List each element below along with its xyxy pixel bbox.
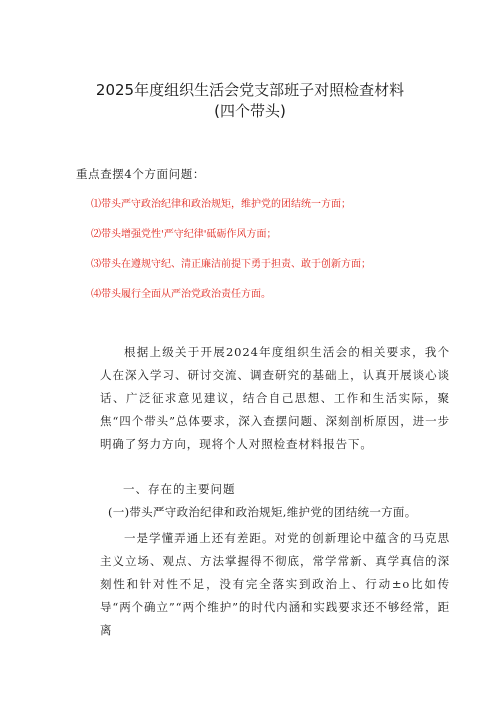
focus-item-2: ⑵带头增强党性'严守纪律'砥砺作风方面；	[91, 229, 277, 240]
focus-item-1: ⑴带头严守政治纪律和政治规矩，维护党的团结统一方面；	[91, 199, 351, 210]
document-subtitle: (四个带头)	[214, 102, 286, 120]
focus-item-3: ⑶带头在遵规守纪、清正廉洁前提下勇于担责、敢于创新方面；	[91, 259, 371, 270]
body-paragraph: 一是学懂弄通上还有差距。对党的创新理论中蕴含的马克思主义立场、观点、方法掌握得不彻底，常学常新、真学真信的深刻性和针对性不足，没有完全落实到政治上、行动±o比如传导“两个确立”“两个维护”的时代内涵和实践要求还不够经常，距离	[100, 531, 450, 637]
focus-list	[91, 190, 371, 310]
focus-intro: 重点查摆4个方面问题：	[76, 167, 205, 181]
document-title: 2025年度组织生活会党支部班子对照检查材料	[95, 81, 405, 99]
section-heading: 一、存在的主要问题	[123, 482, 236, 496]
intro-paragraph: 根据上级关于开展2024年度组织生活会的相关要求，我个人在深入学习、研讨交流、调查研究的基础上，认真开展谈心谈话、广泛征求意见建议，结合自己思想、工作和生活实际，聚焦“四个带头”总体要求，深入查摆问题、深刻剖析原因，进一步明确了努力方向，现将个人对照检查材料报告下。	[100, 345, 450, 451]
subsection-heading: (一)带头严守政治纪律和政治规矩,维护党的团结统一方面。	[108, 505, 417, 519]
focus-item-4: ⑷带头履行全面从严治党政治责任方面。	[91, 289, 271, 300]
